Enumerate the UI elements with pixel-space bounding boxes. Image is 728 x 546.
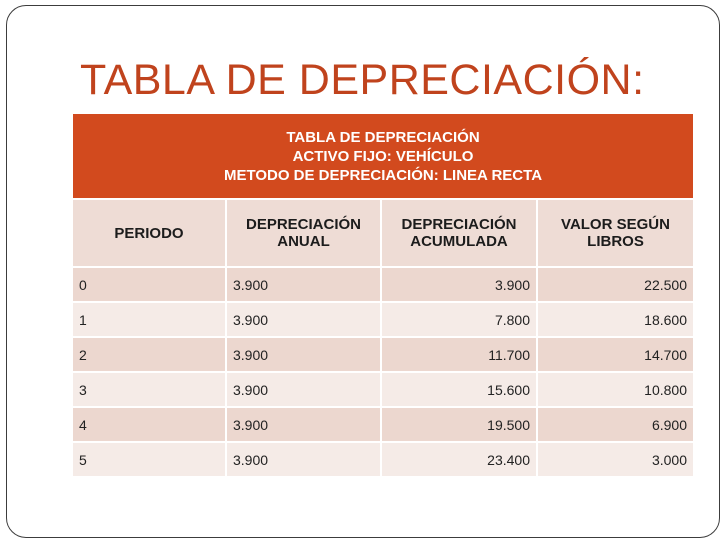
cell-depreciacion-acumulada: 15.600 (381, 372, 537, 407)
cell-depreciacion-anual: 3.900 (226, 407, 381, 442)
cell-depreciacion-anual: 3.900 (226, 372, 381, 407)
cell-depreciacion-anual: 3.900 (226, 267, 381, 302)
table-row (72, 337, 694, 372)
cell-depreciacion-acumulada: 3.900 (381, 267, 537, 302)
cell-depreciacion-acumulada: 7.800 (381, 302, 537, 337)
cell-periodo: 2 (72, 337, 226, 372)
table-header-line: METODO DE DEPRECIACIÓN: LINEA RECTA (223, 166, 543, 184)
table-row (72, 407, 694, 442)
cell-depreciacion-anual: 3.900 (226, 337, 381, 372)
cell-depreciacion-acumulada: 11.700 (381, 337, 537, 372)
cell-valor-segun-libros: 6.900 (537, 407, 694, 442)
cell-periodo: 5 (72, 442, 226, 477)
table-header-line: ACTIVO FIJO: VEHÍCULO (292, 147, 474, 165)
table-header (72, 113, 694, 199)
column-header-periodo: PERIODO (72, 199, 226, 267)
slide-title: TABLA DE DEPRECIACIÓN: (80, 56, 645, 104)
cell-depreciacion-acumulada: 19.500 (381, 407, 537, 442)
cell-periodo: 0 (72, 267, 226, 302)
table-row (72, 302, 694, 337)
cell-depreciacion-anual: 3.900 (226, 302, 381, 337)
column-header-depreciacion-anual: DEPRECIACIÓN ANUAL (226, 199, 381, 267)
cell-valor-segun-libros: 14.700 (537, 337, 694, 372)
cell-valor-segun-libros: 18.600 (537, 302, 694, 337)
table-row (72, 267, 694, 302)
cell-valor-segun-libros: 10.800 (537, 372, 694, 407)
cell-depreciacion-acumulada: 23.400 (381, 442, 537, 477)
column-header-row (72, 199, 694, 267)
cell-depreciacion-anual: 3.900 (226, 442, 381, 477)
table-row (72, 372, 694, 407)
cell-valor-segun-libros: 3.000 (537, 442, 694, 477)
cell-periodo: 1 (72, 302, 226, 337)
column-header-valor-segun-libros: VALOR SEGÚN LIBROS (537, 199, 694, 267)
cell-periodo: 3 (72, 372, 226, 407)
table-header-line: TABLA DE DEPRECIACIÓN (286, 128, 480, 146)
cell-periodo: 4 (72, 407, 226, 442)
table-row (72, 442, 694, 477)
depreciation-table (72, 113, 694, 477)
column-header-depreciacion-acumulada: DEPRECIACIÓN ACUMULADA (381, 199, 537, 267)
cell-valor-segun-libros: 22.500 (537, 267, 694, 302)
